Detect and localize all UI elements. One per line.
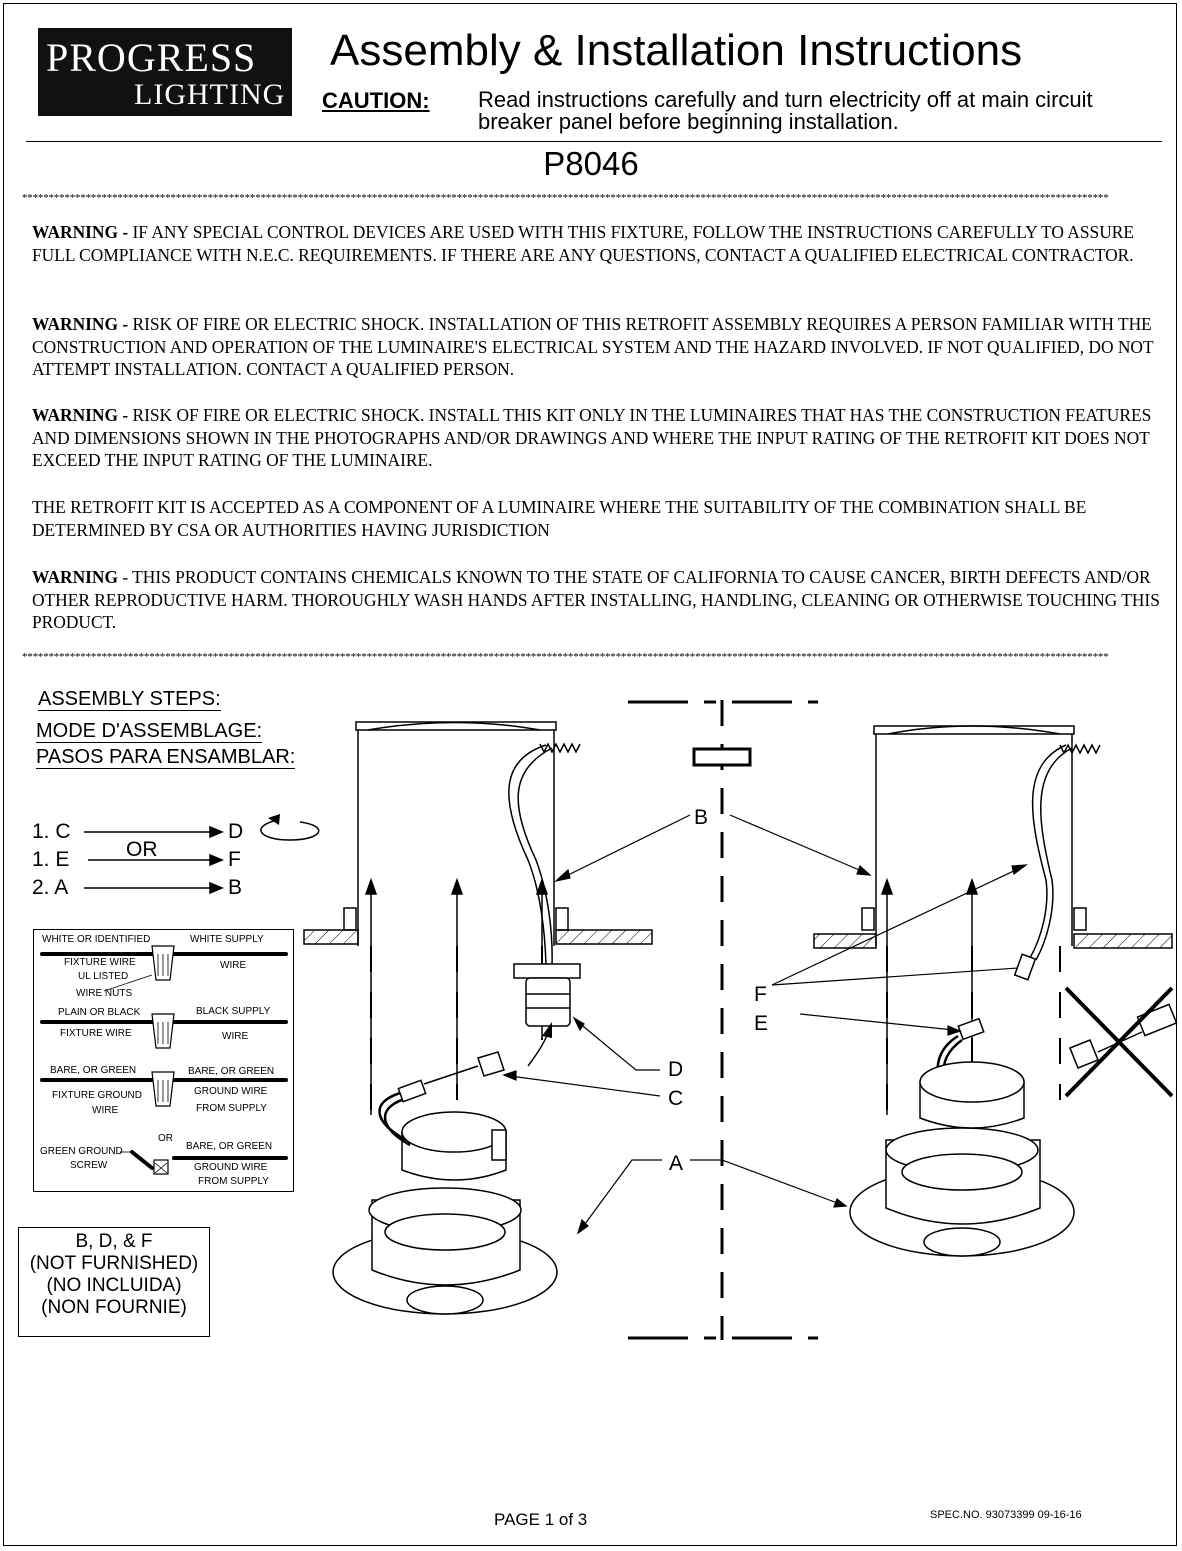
wire-label: WIRE (222, 1031, 249, 1042)
wire-label: GROUND WIRE (194, 1086, 268, 1097)
wire-label: FROM SUPPLY (198, 1176, 269, 1187)
led-retrofit-module-right (850, 1062, 1074, 1256)
medium-base-socket (514, 964, 580, 1026)
wire-label: FIXTURE GROUND (52, 1090, 142, 1101)
wire-label: UL LISTED (78, 971, 129, 982)
callout-c: C (668, 1087, 684, 1110)
warning-label: WARNING - (32, 222, 129, 242)
step-2-b: B (228, 876, 243, 899)
wire-label: WHITE SUPPLY (190, 934, 264, 945)
step-1-d: D (228, 820, 244, 843)
callout-e: E (754, 1012, 769, 1035)
document-title: Assembly & Installation Instructions (330, 26, 1023, 75)
wire-label: BARE, OR GREEN (186, 1141, 273, 1152)
wire-label: PLAIN OR BLACK (58, 1007, 141, 1018)
warning-text: RISK OF FIRE OR ELECTRIC SHOCK. INSTALL THIS KIT ONLY IN THE LUMINAIRES THAT HAS THE CONSTRUCTION FEATURES AND DIMENSIONS SHOWN IN THE PHOTOGRAPHS AND/OR DRAWINGS AND WHERE THE INPUT RATING OF THE RETROFIT KIT DOES NOT EXCEED THE INPUT RATING OF THE LUMINAIRE. (32, 405, 1152, 471)
star-separator-top: ************************************************************************************************************************************************************************************************************* (22, 192, 1109, 204)
not-furnished-line: (NOT FURNISHED) (29, 1253, 199, 1274)
spec-number: SPEC.NO. 93073399 09-16-16 (930, 1509, 1082, 1521)
logo-line-1: PROGRESS (46, 35, 257, 80)
recessed-housing-right (814, 726, 1172, 948)
recessed-housing-left (304, 722, 652, 946)
callout-a: A (669, 1152, 684, 1175)
warning-text: - THIS PRODUCT CONTAINS CHEMICALS KNOWN TO THE STATE OF CALIFORNIA TO CAUSE CANCER, BIRTH DEFECTS AND/OR OTHER REPRODUCTIVE HARM. THOROUGHLY WASH HANDS AFTER INSTALLING, HANDLING, CLEANING OR OTHERWISE TOUCHING THIS PRODUCT. (32, 567, 1160, 633)
wire-label: WHITE OR IDENTIFIED (42, 934, 151, 945)
step-2-a: 2. A (32, 876, 69, 899)
warning-text: IF ANY SPECIAL CONTROL DEVICES ARE USED WITH THIS FIXTURE, FOLLOW THE INSTRUCTIONS CAREFULLY TO ASSURE FULL COMPLIANCE WITH N.E.C. REQUIREMENTS. IF THERE ARE ANY QUESTIONS, CONTACT A QUALIFIED ELECTRICAL CONTRACTOR. (32, 222, 1134, 265)
wire-label: OR (158, 1133, 173, 1144)
quick-connector (958, 954, 1035, 1039)
not-furnished-line: B, D, & F (75, 1231, 153, 1252)
not-furnished-line: (NO INCLUIDA) (46, 1275, 182, 1296)
wire-label: GROUND WIRE (194, 1162, 268, 1173)
star-separator-bottom: ************************************************************************************************************************************************************************************************************* (22, 651, 1109, 663)
step-or-label: OR (126, 838, 158, 861)
wire-label: BARE, OR GREEN (188, 1066, 275, 1077)
step-1-e: 1. E (32, 848, 70, 871)
acceptance-text: THE RETROFIT KIT IS ACCEPTED AS A COMPONENT OF A LUMINAIRE WHERE THE SUITABILITY OF THE COMBINATION SHALL BE DETERMINED BY CSA OR AUTHORITIES HAVING JURISDICTION (32, 497, 1087, 540)
warning-label: WARNING (32, 567, 118, 587)
wire-label: BARE, OR GREEN (50, 1065, 137, 1076)
prohibited-x-icon (1066, 988, 1172, 1096)
logo-line-2: LIGHTING (134, 78, 286, 111)
callout-b: B (694, 806, 709, 829)
or-divider (628, 700, 818, 1340)
not-furnished-line: (NON FOURNIE) (41, 1297, 187, 1318)
wire-label: FIXTURE WIRE (60, 1028, 132, 1039)
warning-label: WARNING - (32, 314, 129, 334)
edison-adapter-plug (398, 1052, 504, 1102)
wire-label: WIRE (92, 1105, 119, 1116)
led-retrofit-module-left (333, 1112, 557, 1314)
step-1-f: F (228, 848, 241, 871)
caution-label: CAUTION: (322, 88, 430, 113)
page-number: PAGE 1 of 3 (494, 1510, 588, 1529)
wire-label: FROM SUPPLY (196, 1103, 267, 1114)
callout-f: F (754, 983, 767, 1006)
or-divider-label: OR (706, 750, 726, 765)
wire-label: WIRE (220, 960, 247, 971)
steps-heading-fr: MODE D'ASSEMBLAGE: (36, 720, 263, 742)
wire-label: SCREW (70, 1160, 108, 1171)
wire-label: BLACK SUPPLY (196, 1006, 271, 1017)
warning-text: RISK OF FIRE OR ELECTRIC SHOCK. INSTALLATION OF THIS RETROFIT ASSEMBLY REQUIRES A PERSON FAMILIAR WITH THE CONSTRUCTION AND OPERATION OF THE LUMINAIRE'S ELECTRICAL SYSTEM AND THE HAZARD INVOLVED. IF NOT QUALIFIED, DO NOT ATTEMPT INSTALLATION. CONTACT A QUALIFIED PERSON. (32, 314, 1154, 380)
wire-label: FIXTURE WIRE (64, 957, 136, 968)
steps-heading-es: PASOS PARA ENSAMBLAR: (36, 746, 296, 768)
wire-label: GREEN GROUND (40, 1146, 123, 1157)
model-number: P8046 (543, 145, 639, 182)
step-1-c: 1. C (32, 820, 71, 843)
wire-label: WIRE NUTS (76, 988, 133, 999)
warning-label: WARNING - (32, 405, 129, 425)
caution-text: Read instructions carefully and turn electricity off at main circuit breaker panel before beginning installation. (478, 87, 1093, 134)
steps-heading-en: ASSEMBLY STEPS: (38, 688, 221, 710)
callout-d: D (668, 1058, 684, 1081)
